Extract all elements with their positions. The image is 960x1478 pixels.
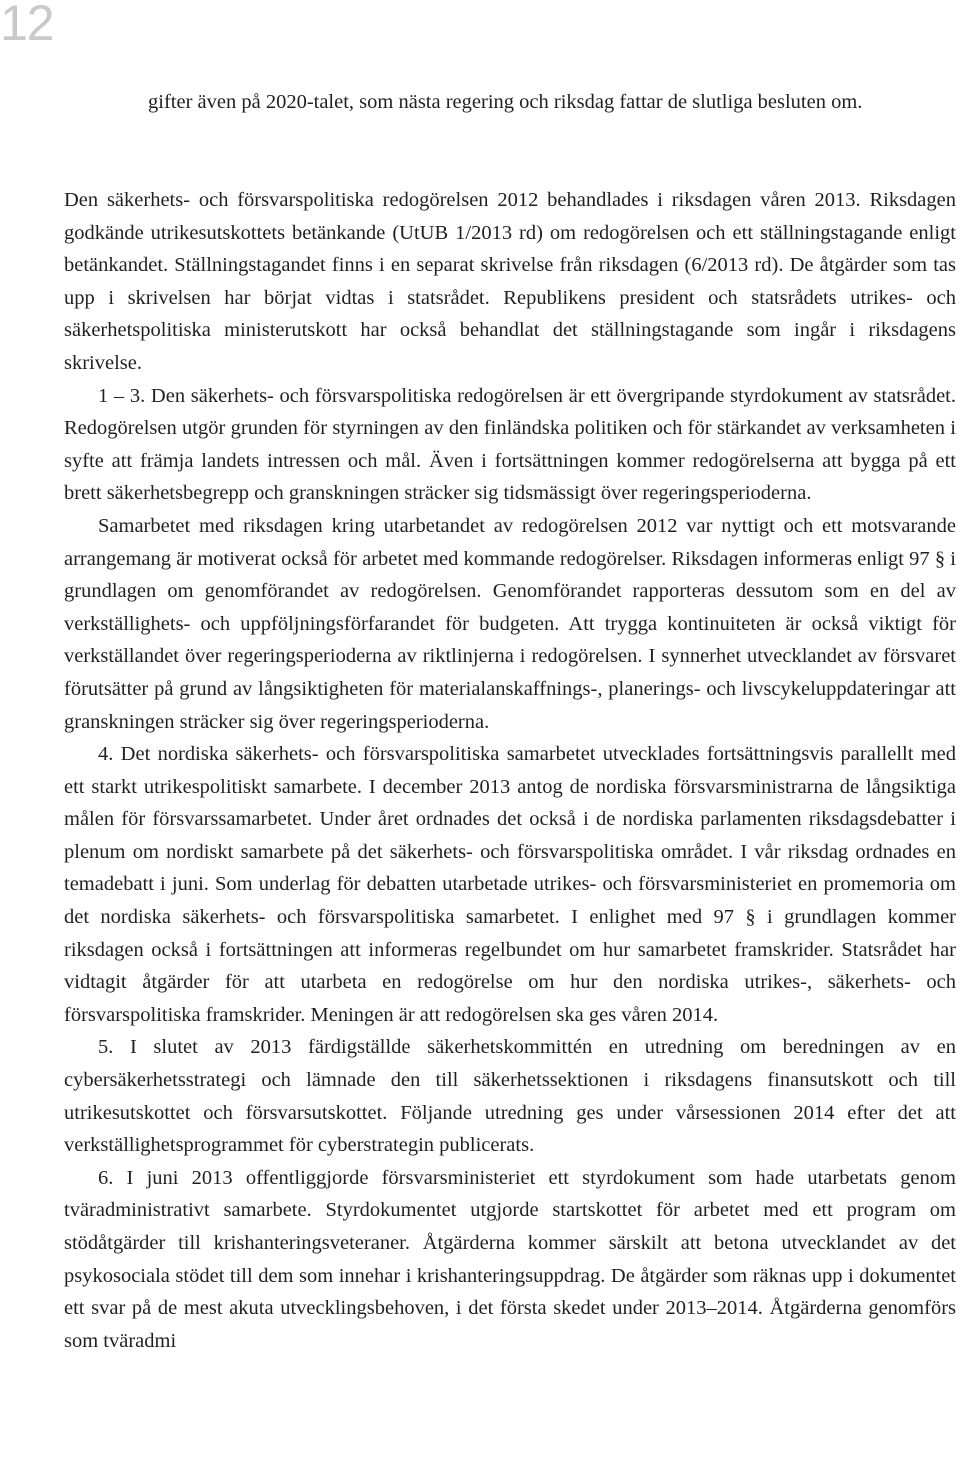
- continued-paragraph: [64, 86, 956, 119]
- paragraph-2: 1 – 3. Den säkerhets- och försvarspolitiska redogörelsen är ett övergripande styrdokument av statsrådet. Redogörelsen utgör grunden för styrningen av den finländska politiken och för stärkandet av verksamheten i syfte att främja landets intressen och mål. Även i fortsättningen kommer redogörelserna att bygga på ett brett säkerhetsbegrepp och granskningen sträcker sig tidsmässigt över regeringsperioderna.: [64, 384, 956, 505]
- paragraph-3: Samarbetet med riksdagen kring utarbetandet av redogörelsen 2012 var nyttigt och ett motsvarande arrangemang är motiverat också för arbetet med kommande redogörelser. Riksdagen informeras enligt 97 § i grundlagen om genomförandet av redogörelsen. Genomförandet rapporteras dessutom som en del av verkställighets- och uppföljningsförfarandet för budgeten. Att trygga kontinuiteten är också viktigt för verkställandet över regeringsperioderna av riktlinjerna i redogörelsen. I synnerhet utvecklandet av försvaret förutsätter på grund av långsiktigheten för materialanskaffnings-, planerings- och livscykeluppdateringar att granskningen sträcker sig över regeringsperioderna.: [64, 514, 956, 733]
- paragraph-4: 4. Det nordiska säkerhets- och försvarspolitiska samarbetet utvecklades fortsättningsvis parallellt med ett starkt utrikespolitiskt samarbete. I december 2013 antog de nordiska försvarsministrarna de långsiktiga målen för försvarssamarbetet. Under året ordnades det också i de nordiska parlamenten riksdagsdebatter i plenum om nordiskt samarbete på det säkerhets- och försvarspolitiska området. I vår riksdag ordnades en temadebatt i juni. Som underlag för debatten utarbetade utrikes- och försvarsministeriet en promemoria om det nordiska säkerhets- och försvarspolitiska samarbetet. I enlighet med 97 § i grundlagen kommer riksdagen också i fortsättningen att informeras regelbundet om hur samarbetet framskrider. Statsrådet har vidtagit åtgärder för att utarbeta en redogörelse om hur den nordiska utrikes-, säkerhets- och försvarspolitiska framskrider. Meningen är att redogörelsen ska ges våren 2014.: [64, 743, 956, 1026]
- body-text: [64, 184, 956, 1357]
- paragraph-6: 6. I juni 2013 offentliggjorde försvarsministeriet ett styrdokument som hade utarbetats genom tväradministrativt samarbete. Styrdokumentet utgjorde startskottet för arbetet med ett program om stödåtgärder till krishanteringsveteraner. Åtgärderna kommer särskilt att betona utvecklandet av det psykosociala stödet till dem som innehar i krishanteringsuppdrag. De åtgärder som räknas upp i dokumentet ett svar på de mest akuta utvecklingsbehoven, i det första skedet under 2013–2014. Åtgärderna genomförs som tväradmi: [64, 1166, 956, 1352]
- paragraph-5: 5. I slutet av 2013 färdigställde säkerhetskommittén en utredning om beredningen av en cybersäkerhetsstrategi och lämnade den till säkerhetssektionen i riksdagens finansutskott och till utrikesutskottet och försvarsutskottet. Följande utredning ges under vårsessionen 2014 efter det att verkställighetsprogrammet för cyberstrategin publicerats.: [64, 1036, 956, 1157]
- paragraph-fragment: gifter även på 2020-talet, som nästa regering och riksdag fattar de slutliga besluten om.: [148, 91, 863, 113]
- page-number: 12: [0, 0, 54, 51]
- paragraph-1: Den säkerhets- och försvarspolitiska redogörelsen 2012 behandlades i riksdagen våren 2013. Riksdagen godkände utrikesutskottets betänkande (UtUB 1/2013 rd) om redogörelsen och ett ställningstagande enligt betänkandet. Ställningstagandet finns i en separat skrivelse från riksdagen (6/2013 rd). De åtgärder som tas upp i skrivelsen har börjat vidtas i statsrådet. Republikens president och statsrådets utrikes- och säkerhetspolitiska ministerutskott har också behandlat det ställningstagande som ingår i riksdagens skrivelse.: [64, 189, 956, 374]
